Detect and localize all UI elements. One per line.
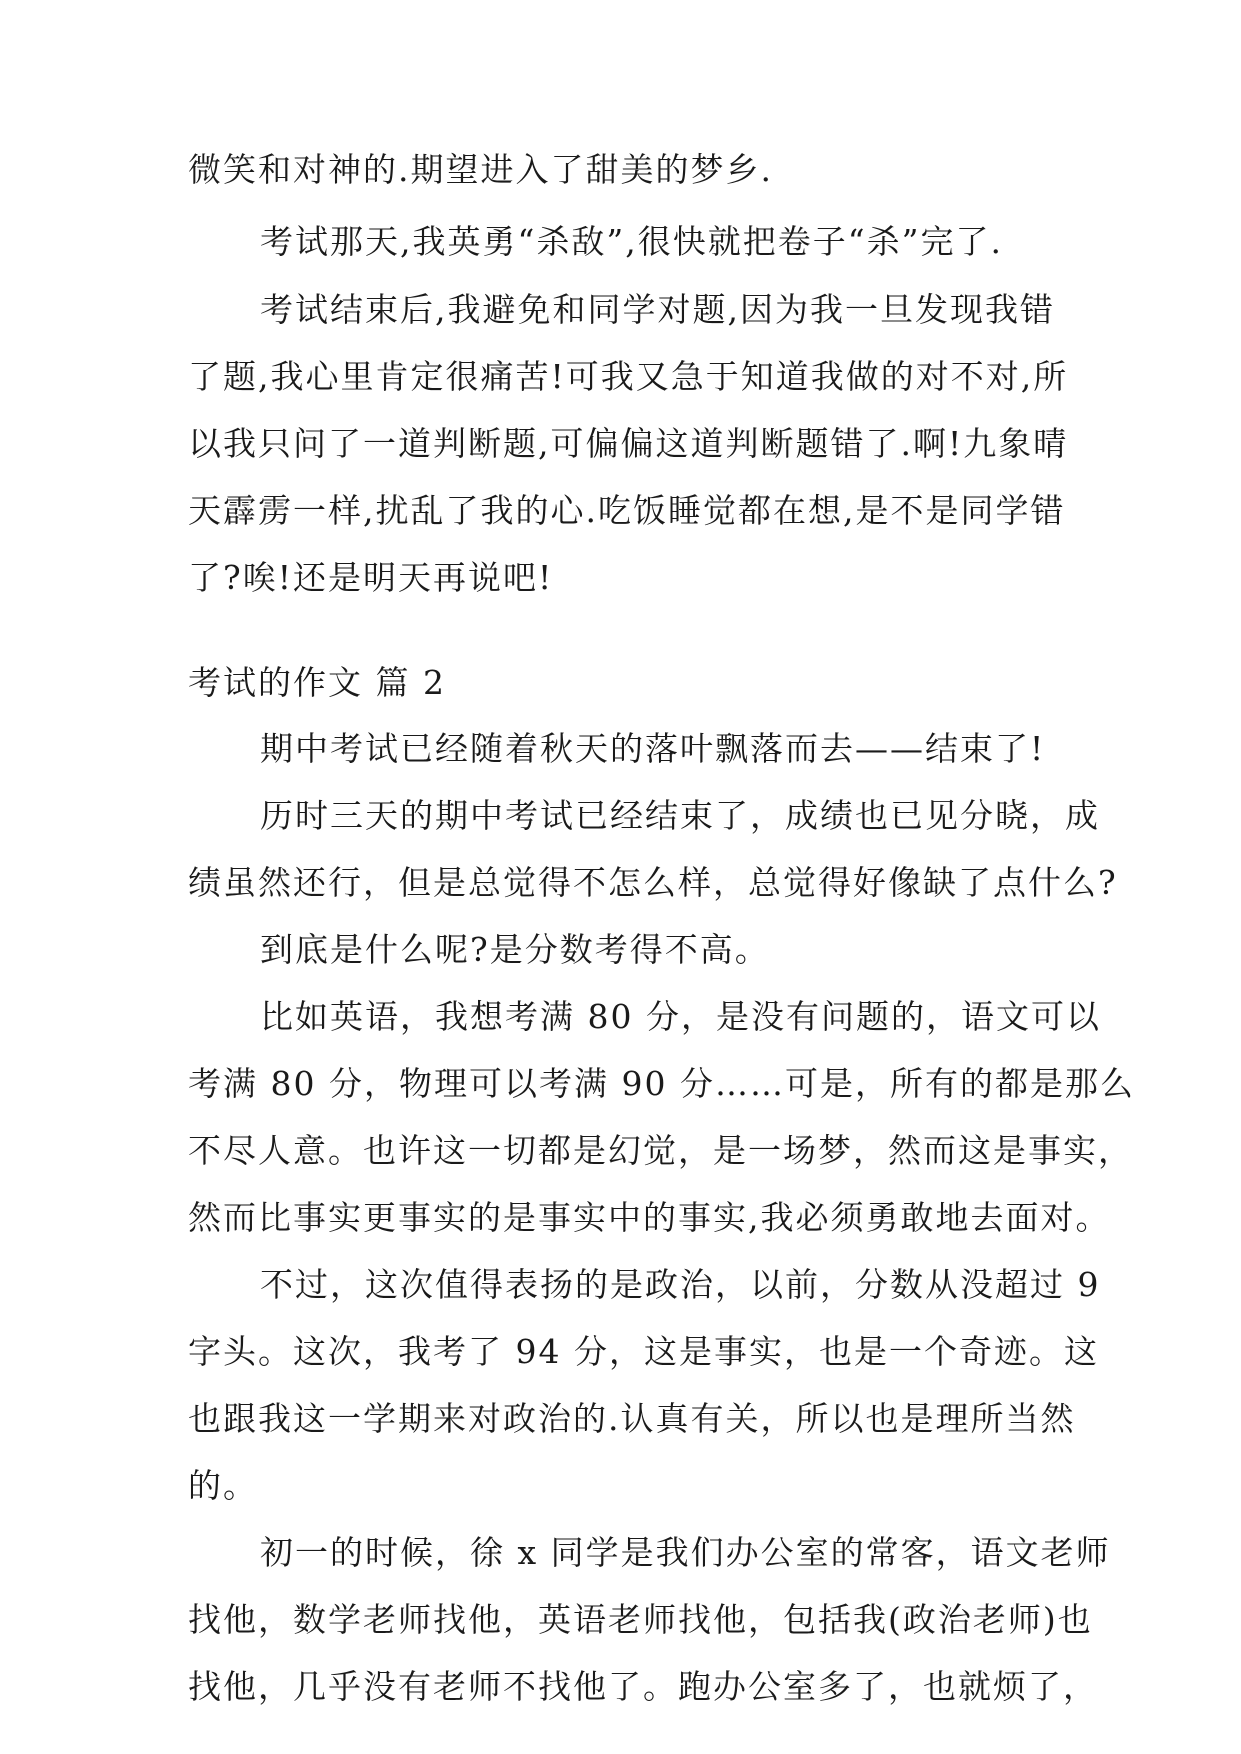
paragraph-line: 考试那天,我英勇“杀敌”,很快就把卷子“杀”完了.: [260, 222, 1003, 261]
paragraph-line: 到底是什么呢?是分数考得不高。: [260, 930, 770, 969]
paragraph-line: 微笑和对神的.期望进入了甜美的梦乡.: [188, 150, 773, 189]
paragraph-line: 比如英语，我想考满 80 分，是没有问题的，语文可以: [260, 997, 1101, 1036]
paragraph-line: 也跟我这一学期来对政治的.认真有关，所以也是理所当然: [188, 1399, 1076, 1438]
paragraph-line: 考满 80 分，物理可以考满 90 分……可是，所有的都是那么: [188, 1064, 1135, 1103]
paragraph-line: 不过，这次值得表扬的是政治，以前，分数从没超过 9: [260, 1265, 1101, 1304]
paragraph-line: 的。: [188, 1466, 258, 1505]
paragraph-line: 以我只问了一道判断题,可偏偏这道判断题错了.啊!九象晴: [188, 424, 1069, 463]
paragraph-line: 了?唉!还是明天再说吧!: [188, 558, 554, 597]
paragraph-line: 期中考试已经随着秋天的落叶飘落而去——结束了!: [260, 729, 1046, 768]
paragraph-line: 字头。这次，我考了 94 分，这是事实，也是一个奇迹。这: [188, 1332, 1099, 1371]
paragraph-line: 找他，几乎没有老师不找他了。跑办公室多了，也就烦了，: [188, 1667, 1098, 1706]
paragraph-line: 找他，数学老师找他，英语老师找他，包括我(政治老师)也: [188, 1600, 1093, 1639]
paragraph-line: 历时三天的期中考试已经结束了，成绩也已见分晓，成: [260, 796, 1100, 835]
paragraph-line: 绩虽然还行，但是总觉得不怎么样，总觉得好像缺了点什么?: [188, 863, 1118, 902]
paragraph-line: 不尽人意。也许这一切都是幻觉，是一场梦，然而这是事实，: [188, 1131, 1133, 1170]
paragraph-line: 天霹雳一样,扰乱了我的心.吃饭睡觉都在想,是不是同学错: [188, 491, 1066, 530]
paragraph-line: 初一的时候，徐 x 同学是我们办公室的常客，语文老师: [260, 1533, 1111, 1572]
paragraph-line: 了题,我心里肯定很痛苦!可我又急于知道我做的对不对,所: [188, 357, 1069, 396]
paragraph-line: 然而比事实更事实的是事实中的事实,我必须勇敢地去面对。: [188, 1198, 1111, 1237]
section-heading: 考试的作文 篇 2: [188, 663, 446, 702]
paragraph-line: 考试结束后,我避免和同学对题,因为我一旦发现我错: [260, 290, 1055, 329]
